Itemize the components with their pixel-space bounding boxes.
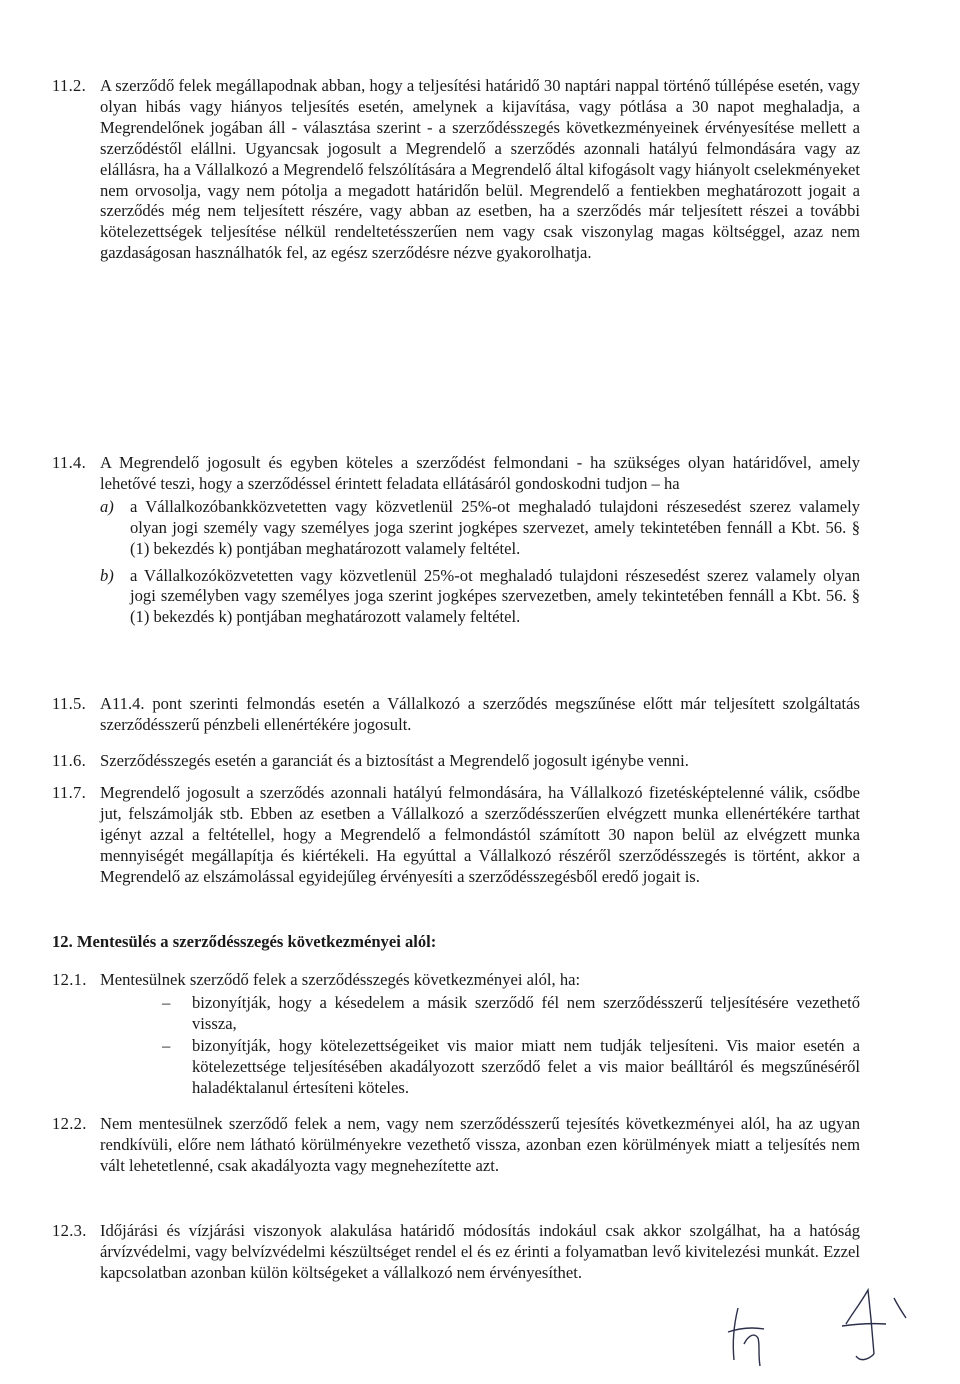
clause-11-4: [52, 453, 860, 628]
clause-12-3: [52, 1221, 860, 1284]
section-heading: 12. Mentesülés a szerződésszegés következményei alól:: [52, 932, 437, 951]
clause-number: 12.1.: [52, 970, 87, 989]
clause-11-2: [52, 76, 860, 264]
item-text: a Vállalkozóközvetetten vagy közvetlenül 25%-ot meghaladó tulajdoni részesedést szerez valamely olyan jogi személyben vagy személyes joga szerint jogképes szervezetben, amely tekintetében fennáll a Kbt. 56. § (1) bekezdés k) pontjában meghatározott valamely feltétel.: [130, 565, 860, 627]
item-label: a): [100, 496, 114, 516]
item-text: bizonyítják, hogy a késedelem a másik szerződő fél nem szerződésszerű teljesítésére vezethető vissza,: [192, 992, 860, 1033]
clause-number: 11.4.: [52, 453, 87, 472]
clause-12-1: [52, 970, 860, 1098]
clause-text: A szerződő felek megállapodnak abban, hogy a teljesítési határidő 30 naptári nappal történő túllépése esetén, vagy olyan hibás vagy hiányos teljesítés esetén, amelynek a kijavítása, vagy pótlása a 30 napot meghaladja, a Megrendelőnek jogában áll - választása szerint - a szerződésszegés következményeinek érvényesítése mellett a szerződéstől elállni. Ugyancsak jogosult a Megrendelő a szerződés azonnali hatályú felmondására vagy az elállásra, ha a Vállalkozó a Megrendelő felszólítására a Megrendelő által kifogásolt vagy hiányolt cselekményeket nem orvosolja, vagy nem pótolja a megadott határidőn belül. Megrendelő a fentiekben meghatározott jogait a szerződés még nem teljesített részére, vagy abban az esetben, ha a szerződés már teljesített részei a további kötelezettségek teljesítése nélkül rendeltetésszerűen nem vagy csak viszonylag magas költséggel, azaz nem gazdaságosan használhatók fel, az egész szerződésre nézve gyakorolhatja.: [100, 76, 860, 263]
handwritten-initials-right: [834, 1284, 914, 1368]
clause-text: Szerződésszegés esetén a garanciát és a biztosítást a Megrendelő jogosult igénybe venni.: [100, 751, 689, 770]
clause-text: Mentesülnek szerződő felek a szerződésszegés következményei alól, ha:: [100, 970, 581, 989]
clause-text: A Megrendelő jogosult és egyben köteles a szerződést felmondani - ha szükséges olyan határidővel, amely lehetővé teszi, hogy a szerződéssel érintett feladata ellátásáról gondoskodni tudjon – ha: [100, 453, 860, 493]
clause-number: 11.7.: [52, 783, 87, 802]
clause-text: Megrendelő jogosult a szerződés azonnali hatályú felmondására, ha Vállalkozó fizetésképtelenné válik, csődbe jut, felszámolják stb. Ebben az esetben a Vállalkozó a szerződésszerűen elvégzett munka ellenértékére tarthat igényt azzal a feltétellel, hogy a Megrendelő a felmondástól számított 30 napon belül az elvégzett munka mennyiségét megállapítja és kiértékeli. Ha egyúttal a Vállalkozó részéről szerződésszegés is történt, akkor a Megrendelő az elszámolással egyidejűleg érvényesíti a szerződésszegésből eredő jogait is.: [100, 783, 860, 886]
clause-11-7: [52, 783, 860, 888]
list-item: [162, 1036, 860, 1099]
clause-number: 11.5.: [52, 694, 87, 713]
clause-text: Nem mentesülnek szerződő felek a nem, vagy nem szerződésszerű tejesítés következményei alól, ha az ugyan rendkívüli, előre nem látható körülményekre vezethető vissza, azonban ezen körülmények miatt a teljesítés nem vált lehetetlenné, csak akadályozta vagy megnehezítette azt.: [100, 1114, 860, 1175]
clause-number: 12.2.: [52, 1114, 87, 1133]
item-label: b): [100, 565, 114, 585]
clause-11-6: [52, 751, 860, 772]
clause-number: 11.2.: [52, 76, 87, 95]
dash-bullet: –: [162, 1035, 171, 1055]
clause-11-5: [52, 694, 860, 736]
item-text: a Vállalkozóbankközvetetten vagy közvetlenül 25%-ot meghaladó tulajdoni részesedést szerez valamely olyan jogi személy vagy személyes joga szerint jogképes szervezet, amely tekintetében fennáll a Kbt. 56. § (1) bekezdés k) pontjában meghatározott valamely feltétel.: [130, 496, 860, 558]
clause-text: A11.4. pont szerinti felmondás esetén a Vállalkozó a szerződés megszűnése előtt már teljesített szolgáltatás szerződésszerű pénzbeli ellenértékére jogosult.: [100, 694, 860, 734]
clause-text: Időjárási és vízjárási viszonyok alakulása határidő módosítás indokául csak akkor szolgálhat, ha a hatóság árvízvédelmi, vagy belvízvédelmi készültséget rendel el és ez érinti a folyamatban levő kivitelezési munkát. Ezzel kapcsolatban azonban külön költségeket a vállalkozó nem érvényesíthet.: [100, 1221, 860, 1282]
item-text: bizonyítják, hogy kötelezettségeiket vis maior miatt nem tudják teljesíteni. Vis maior esetén a kötelezettsége teljesítésében akadályozott szerződő felet a vis maior beálltáról és megszűnéséről haladéktalanul értesíteni köteles.: [192, 1035, 860, 1097]
handwritten-initials-left: [724, 1300, 782, 1372]
list-item: [162, 993, 860, 1035]
list-item: [100, 497, 860, 560]
dash-bullet: –: [162, 992, 171, 1012]
list-item: [100, 566, 860, 629]
clause-number: 11.6.: [52, 751, 87, 770]
clause-number: 12.3.: [52, 1221, 87, 1240]
clause-12-2: [52, 1114, 860, 1177]
